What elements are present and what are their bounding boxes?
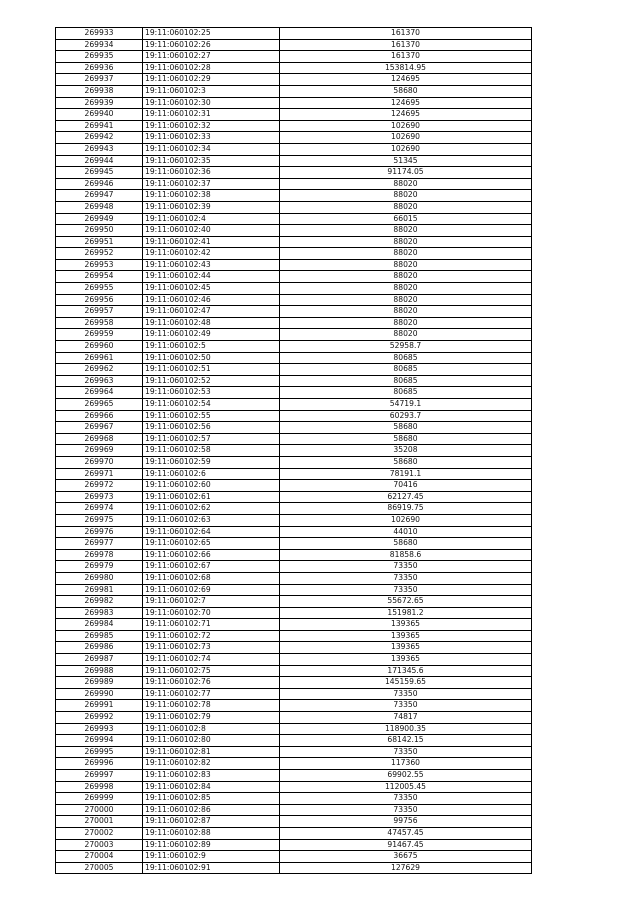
cadastral-number-cell: 19:11:060102:26 <box>143 39 280 51</box>
value-cell: 73350 <box>280 584 532 596</box>
cadastral-number-cell: 19:11:060102:8 <box>143 723 280 735</box>
value-cell: 161370 <box>280 51 532 63</box>
table-row <box>56 642 532 654</box>
cadastral-number-cell: 19:11:060102:55 <box>143 410 280 422</box>
table-row <box>56 781 532 793</box>
value-cell: 102690 <box>280 143 532 155</box>
row-number-cell: 269998 <box>56 781 143 793</box>
table-row <box>56 688 532 700</box>
value-cell: 74817 <box>280 712 532 724</box>
cadastral-number-cell: 19:11:060102:62 <box>143 503 280 515</box>
row-number-cell: 269939 <box>56 97 143 109</box>
value-cell: 88020 <box>280 317 532 329</box>
table-row <box>56 758 532 770</box>
row-number-cell: 269961 <box>56 352 143 364</box>
cadastral-number-cell: 19:11:060102:60 <box>143 480 280 492</box>
cadastral-number-cell: 19:11:060102:68 <box>143 572 280 584</box>
cadastral-number-cell: 19:11:060102:43 <box>143 259 280 271</box>
table-row <box>56 387 532 399</box>
table-row <box>56 851 532 863</box>
cadastral-number-cell: 19:11:060102:69 <box>143 584 280 596</box>
value-cell: 88020 <box>280 294 532 306</box>
row-number-cell: 269938 <box>56 85 143 97</box>
table-row <box>56 491 532 503</box>
cadastral-number-cell: 19:11:060102:29 <box>143 74 280 86</box>
row-number-cell: 269959 <box>56 329 143 341</box>
row-number-cell: 269953 <box>56 259 143 271</box>
row-number-cell: 269973 <box>56 491 143 503</box>
cadastral-number-cell: 19:11:060102:65 <box>143 538 280 550</box>
table-row <box>56 526 532 538</box>
table-row <box>56 549 532 561</box>
row-number-cell: 269999 <box>56 793 143 805</box>
table-row <box>56 167 532 179</box>
table-row <box>56 85 532 97</box>
row-number-cell: 269945 <box>56 167 143 179</box>
cadastral-number-cell: 19:11:060102:42 <box>143 248 280 260</box>
cadastral-number-cell: 19:11:060102:46 <box>143 294 280 306</box>
value-cell: 54719.1 <box>280 399 532 411</box>
cadastral-number-cell: 19:11:060102:50 <box>143 352 280 364</box>
row-number-cell: 269976 <box>56 526 143 538</box>
value-cell: 58680 <box>280 85 532 97</box>
table-row <box>56 514 532 526</box>
value-cell: 118900.35 <box>280 723 532 735</box>
value-cell: 88020 <box>280 259 532 271</box>
cadastral-number-cell: 19:11:060102:91 <box>143 862 280 874</box>
cadastral-number-cell: 19:11:060102:38 <box>143 190 280 202</box>
cadastral-number-cell: 19:11:060102:56 <box>143 422 280 434</box>
value-cell: 91467.45 <box>280 839 532 851</box>
row-number-cell: 270001 <box>56 816 143 828</box>
table-row <box>56 630 532 642</box>
table-row <box>56 74 532 86</box>
row-number-cell: 269946 <box>56 178 143 190</box>
cadastral-number-cell: 19:11:060102:4 <box>143 213 280 225</box>
value-cell: 171345.6 <box>280 665 532 677</box>
value-cell: 139365 <box>280 642 532 654</box>
table-row <box>56 538 532 550</box>
value-cell: 112005.45 <box>280 781 532 793</box>
value-cell: 62127.45 <box>280 491 532 503</box>
row-number-cell: 269949 <box>56 213 143 225</box>
value-cell: 73350 <box>280 793 532 805</box>
cadastral-number-cell: 19:11:060102:80 <box>143 735 280 747</box>
cadastral-value-table <box>55 27 532 874</box>
cadastral-number-cell: 19:11:060102:30 <box>143 97 280 109</box>
cadastral-number-cell: 19:11:060102:82 <box>143 758 280 770</box>
value-cell: 51345 <box>280 155 532 167</box>
cadastral-number-cell: 19:11:060102:77 <box>143 688 280 700</box>
table-row <box>56 317 532 329</box>
table-row <box>56 329 532 341</box>
table-row <box>56 306 532 318</box>
table-row <box>56 862 532 874</box>
row-number-cell: 269982 <box>56 596 143 608</box>
table-row <box>56 341 532 353</box>
value-cell: 99756 <box>280 816 532 828</box>
value-cell: 68142.15 <box>280 735 532 747</box>
cadastral-number-cell: 19:11:060102:5 <box>143 341 280 353</box>
row-number-cell: 270000 <box>56 804 143 816</box>
row-number-cell: 269965 <box>56 399 143 411</box>
row-number-cell: 269985 <box>56 630 143 642</box>
value-cell: 117360 <box>280 758 532 770</box>
row-number-cell: 269963 <box>56 375 143 387</box>
value-cell: 73350 <box>280 700 532 712</box>
row-number-cell: 269996 <box>56 758 143 770</box>
row-number-cell: 269944 <box>56 155 143 167</box>
table-row <box>56 248 532 260</box>
cadastral-number-cell: 19:11:060102:51 <box>143 364 280 376</box>
table-row <box>56 236 532 248</box>
row-number-cell: 269962 <box>56 364 143 376</box>
value-cell: 88020 <box>280 329 532 341</box>
value-cell: 124695 <box>280 74 532 86</box>
table-row <box>56 793 532 805</box>
value-cell: 58680 <box>280 456 532 468</box>
table-row <box>56 433 532 445</box>
table-row <box>56 700 532 712</box>
table-row <box>56 97 532 109</box>
cadastral-number-cell: 19:11:060102:31 <box>143 109 280 121</box>
row-number-cell: 269981 <box>56 584 143 596</box>
value-cell: 161370 <box>280 28 532 40</box>
table-row <box>56 410 532 422</box>
table-row <box>56 654 532 666</box>
value-cell: 151981.2 <box>280 607 532 619</box>
row-number-cell: 270003 <box>56 839 143 851</box>
value-cell: 80685 <box>280 352 532 364</box>
row-number-cell: 269994 <box>56 735 143 747</box>
cadastral-number-cell: 19:11:060102:39 <box>143 201 280 213</box>
value-cell: 60293.7 <box>280 410 532 422</box>
cadastral-number-cell: 19:11:060102:79 <box>143 712 280 724</box>
value-cell: 73350 <box>280 804 532 816</box>
table-row <box>56 109 532 121</box>
value-cell: 127629 <box>280 862 532 874</box>
value-cell: 36675 <box>280 851 532 863</box>
table-row <box>56 422 532 434</box>
value-cell: 88020 <box>280 306 532 318</box>
table-row <box>56 271 532 283</box>
cadastral-number-cell: 19:11:060102:63 <box>143 514 280 526</box>
cadastral-number-cell: 19:11:060102:47 <box>143 306 280 318</box>
table-row <box>56 445 532 457</box>
row-number-cell: 269968 <box>56 433 143 445</box>
value-cell: 47457.45 <box>280 827 532 839</box>
table-row <box>56 225 532 237</box>
cadastral-number-cell: 19:11:060102:58 <box>143 445 280 457</box>
value-cell: 161370 <box>280 39 532 51</box>
cadastral-number-cell: 19:11:060102:6 <box>143 468 280 480</box>
row-number-cell: 269983 <box>56 607 143 619</box>
cadastral-number-cell: 19:11:060102:72 <box>143 630 280 642</box>
row-number-cell: 269936 <box>56 62 143 74</box>
value-cell: 153814.95 <box>280 62 532 74</box>
cadastral-number-cell: 19:11:060102:76 <box>143 677 280 689</box>
cadastral-number-cell: 19:11:060102:35 <box>143 155 280 167</box>
value-cell: 66015 <box>280 213 532 225</box>
value-cell: 88020 <box>280 248 532 260</box>
row-number-cell: 269950 <box>56 225 143 237</box>
row-number-cell: 269971 <box>56 468 143 480</box>
table-row <box>56 62 532 74</box>
cadastral-number-cell: 19:11:060102:67 <box>143 561 280 573</box>
row-number-cell: 269941 <box>56 120 143 132</box>
row-number-cell: 269940 <box>56 109 143 121</box>
row-number-cell: 269980 <box>56 572 143 584</box>
value-cell: 73350 <box>280 561 532 573</box>
value-cell: 73350 <box>280 572 532 584</box>
table-row <box>56 399 532 411</box>
row-number-cell: 269960 <box>56 341 143 353</box>
row-number-cell: 269933 <box>56 28 143 40</box>
value-cell: 124695 <box>280 109 532 121</box>
value-cell: 91174.05 <box>280 167 532 179</box>
value-cell: 88020 <box>280 283 532 295</box>
value-cell: 80685 <box>280 364 532 376</box>
value-cell: 35208 <box>280 445 532 457</box>
row-number-cell: 269955 <box>56 283 143 295</box>
table-row <box>56 607 532 619</box>
row-number-cell: 269970 <box>56 456 143 468</box>
value-cell: 88020 <box>280 190 532 202</box>
table-row <box>56 39 532 51</box>
cadastral-number-cell: 19:11:060102:61 <box>143 491 280 503</box>
row-number-cell: 269977 <box>56 538 143 550</box>
row-number-cell: 269984 <box>56 619 143 631</box>
value-cell: 78191.1 <box>280 468 532 480</box>
value-cell: 88020 <box>280 178 532 190</box>
cadastral-number-cell: 19:11:060102:48 <box>143 317 280 329</box>
value-cell: 145159.65 <box>280 677 532 689</box>
table-row <box>56 827 532 839</box>
cadastral-number-cell: 19:11:060102:89 <box>143 839 280 851</box>
row-number-cell: 269956 <box>56 294 143 306</box>
row-number-cell: 269978 <box>56 549 143 561</box>
row-number-cell: 269992 <box>56 712 143 724</box>
value-cell: 88020 <box>280 201 532 213</box>
table-row <box>56 201 532 213</box>
value-cell: 139365 <box>280 619 532 631</box>
cadastral-number-cell: 19:11:060102:73 <box>143 642 280 654</box>
value-cell: 86919.75 <box>280 503 532 515</box>
table-row <box>56 178 532 190</box>
cadastral-number-cell: 19:11:060102:40 <box>143 225 280 237</box>
value-cell: 124695 <box>280 97 532 109</box>
row-number-cell: 269957 <box>56 306 143 318</box>
row-number-cell: 269989 <box>56 677 143 689</box>
row-number-cell: 269974 <box>56 503 143 515</box>
table-row <box>56 283 532 295</box>
table-row <box>56 503 532 515</box>
cadastral-number-cell: 19:11:060102:36 <box>143 167 280 179</box>
table-row <box>56 770 532 782</box>
row-number-cell: 269969 <box>56 445 143 457</box>
row-number-cell: 269966 <box>56 410 143 422</box>
cadastral-number-cell: 19:11:060102:25 <box>143 28 280 40</box>
cadastral-number-cell: 19:11:060102:70 <box>143 607 280 619</box>
value-cell: 73350 <box>280 688 532 700</box>
row-number-cell: 270004 <box>56 851 143 863</box>
row-number-cell: 269948 <box>56 201 143 213</box>
cadastral-number-cell: 19:11:060102:75 <box>143 665 280 677</box>
cadastral-number-cell: 19:11:060102:66 <box>143 549 280 561</box>
table-row <box>56 51 532 63</box>
value-cell: 55672.65 <box>280 596 532 608</box>
value-cell: 88020 <box>280 236 532 248</box>
cadastral-number-cell: 19:11:060102:28 <box>143 62 280 74</box>
table-row <box>56 352 532 364</box>
cadastral-number-cell: 19:11:060102:74 <box>143 654 280 666</box>
cadastral-number-cell: 19:11:060102:64 <box>143 526 280 538</box>
table-row <box>56 190 532 202</box>
row-number-cell: 269964 <box>56 387 143 399</box>
value-cell: 102690 <box>280 514 532 526</box>
table-row <box>56 155 532 167</box>
row-number-cell: 269947 <box>56 190 143 202</box>
value-cell: 102690 <box>280 132 532 144</box>
cadastral-number-cell: 19:11:060102:54 <box>143 399 280 411</box>
table-row <box>56 480 532 492</box>
table-row <box>56 259 532 271</box>
row-number-cell: 269943 <box>56 143 143 155</box>
value-cell: 80685 <box>280 375 532 387</box>
cadastral-number-cell: 19:11:060102:71 <box>143 619 280 631</box>
row-number-cell: 270005 <box>56 862 143 874</box>
cadastral-number-cell: 19:11:060102:57 <box>143 433 280 445</box>
table-row <box>56 456 532 468</box>
cadastral-number-cell: 19:11:060102:45 <box>143 283 280 295</box>
table-row <box>56 561 532 573</box>
row-number-cell: 269942 <box>56 132 143 144</box>
cadastral-number-cell: 19:11:060102:32 <box>143 120 280 132</box>
cadastral-number-cell: 19:11:060102:87 <box>143 816 280 828</box>
table-row <box>56 28 532 40</box>
table-row <box>56 804 532 816</box>
table-row <box>56 619 532 631</box>
table-row <box>56 665 532 677</box>
row-number-cell: 269993 <box>56 723 143 735</box>
value-cell: 81858.6 <box>280 549 532 561</box>
cadastral-number-cell: 19:11:060102:88 <box>143 827 280 839</box>
table-row <box>56 375 532 387</box>
value-cell: 139365 <box>280 630 532 642</box>
row-number-cell: 269986 <box>56 642 143 654</box>
cadastral-number-cell: 19:11:060102:34 <box>143 143 280 155</box>
value-cell: 69902.55 <box>280 770 532 782</box>
cadastral-number-cell: 19:11:060102:49 <box>143 329 280 341</box>
table-body <box>56 28 532 874</box>
cadastral-number-cell: 19:11:060102:7 <box>143 596 280 608</box>
row-number-cell: 269967 <box>56 422 143 434</box>
cadastral-number-cell: 19:11:060102:33 <box>143 132 280 144</box>
cadastral-number-cell: 19:11:060102:59 <box>143 456 280 468</box>
value-cell: 139365 <box>280 654 532 666</box>
row-number-cell: 269934 <box>56 39 143 51</box>
row-number-cell: 269937 <box>56 74 143 86</box>
row-number-cell: 269995 <box>56 746 143 758</box>
cadastral-number-cell: 19:11:060102:52 <box>143 375 280 387</box>
value-cell: 44010 <box>280 526 532 538</box>
value-cell: 58680 <box>280 538 532 550</box>
cadastral-number-cell: 19:11:060102:78 <box>143 700 280 712</box>
row-number-cell: 269972 <box>56 480 143 492</box>
table-row <box>56 143 532 155</box>
cadastral-number-cell: 19:11:060102:53 <box>143 387 280 399</box>
table-row <box>56 746 532 758</box>
value-cell: 70416 <box>280 480 532 492</box>
row-number-cell: 269935 <box>56 51 143 63</box>
table-row <box>56 723 532 735</box>
row-number-cell: 269997 <box>56 770 143 782</box>
table-row <box>56 120 532 132</box>
value-cell: 80685 <box>280 387 532 399</box>
value-cell: 102690 <box>280 120 532 132</box>
value-cell: 73350 <box>280 746 532 758</box>
table-row <box>56 712 532 724</box>
table-row <box>56 816 532 828</box>
row-number-cell: 269979 <box>56 561 143 573</box>
cadastral-number-cell: 19:11:060102:9 <box>143 851 280 863</box>
row-number-cell: 269954 <box>56 271 143 283</box>
cadastral-number-cell: 19:11:060102:83 <box>143 770 280 782</box>
cadastral-number-cell: 19:11:060102:85 <box>143 793 280 805</box>
cadastral-number-cell: 19:11:060102:37 <box>143 178 280 190</box>
table-row <box>56 572 532 584</box>
value-cell: 52958.7 <box>280 341 532 353</box>
row-number-cell: 269990 <box>56 688 143 700</box>
table-row <box>56 132 532 144</box>
table-row <box>56 213 532 225</box>
cadastral-number-cell: 19:11:060102:27 <box>143 51 280 63</box>
table-row <box>56 677 532 689</box>
value-cell: 58680 <box>280 433 532 445</box>
table-row <box>56 364 532 376</box>
row-number-cell: 269987 <box>56 654 143 666</box>
row-number-cell: 269975 <box>56 514 143 526</box>
cadastral-number-cell: 19:11:060102:86 <box>143 804 280 816</box>
value-cell: 88020 <box>280 271 532 283</box>
row-number-cell: 270002 <box>56 827 143 839</box>
cadastral-number-cell: 19:11:060102:41 <box>143 236 280 248</box>
table-row <box>56 584 532 596</box>
row-number-cell: 269988 <box>56 665 143 677</box>
cadastral-number-cell: 19:11:060102:81 <box>143 746 280 758</box>
row-number-cell: 269952 <box>56 248 143 260</box>
value-cell: 88020 <box>280 225 532 237</box>
row-number-cell: 269951 <box>56 236 143 248</box>
cadastral-number-cell: 19:11:060102:3 <box>143 85 280 97</box>
value-cell: 58680 <box>280 422 532 434</box>
table-row <box>56 294 532 306</box>
table-row <box>56 596 532 608</box>
table-row <box>56 735 532 747</box>
table-row <box>56 839 532 851</box>
row-number-cell: 269991 <box>56 700 143 712</box>
table-row <box>56 468 532 480</box>
cadastral-number-cell: 19:11:060102:44 <box>143 271 280 283</box>
cadastral-number-cell: 19:11:060102:84 <box>143 781 280 793</box>
row-number-cell: 269958 <box>56 317 143 329</box>
